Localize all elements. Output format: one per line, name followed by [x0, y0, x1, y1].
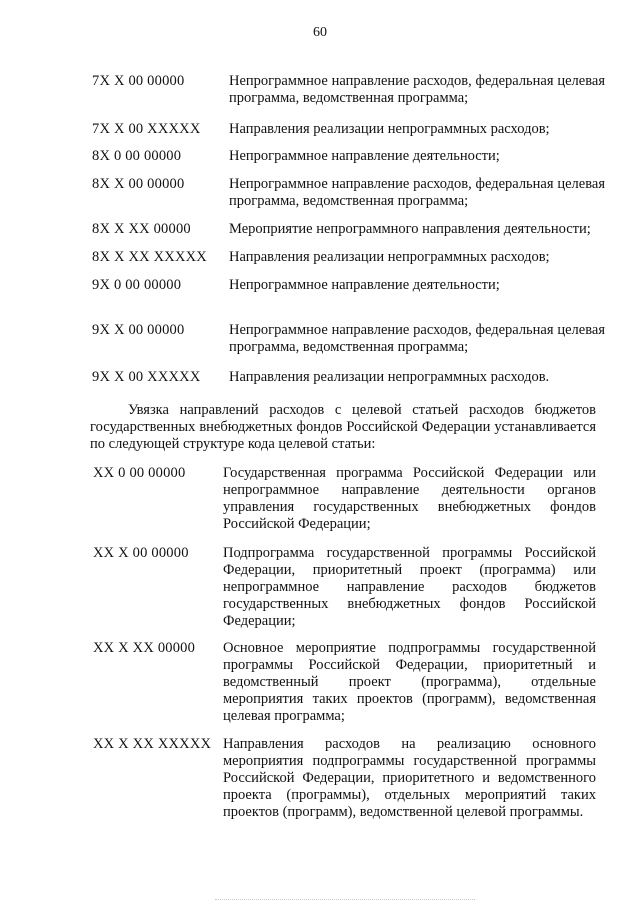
- code-description: Непрограммное направление расходов, федеральная целевая программа, ведомственная программа;: [229, 73, 605, 106]
- intro-paragraph: Увязка направлений расходов с целевой статьей расходов бюджетов государственных внебюджетных фондов Российской Федерации устанавливается по следующей структуре кода целевой статьи:: [90, 402, 596, 452]
- code-description: Направления расходов на реализацию основного мероприятия подпрограммы государственной программы Российской Федерации, приоритетного и ведомственного проекта (программы), отдельных мероприятий таких проектов (программ), ведомственной целевой программы.: [223, 736, 596, 820]
- target-article-code: 7X X 00 00000: [92, 73, 185, 89]
- code-description: Направления реализации непрограммных расходов;: [229, 249, 550, 265]
- scan-artifact-line: [215, 899, 475, 901]
- target-article-code: 8X 0 00 00000: [92, 148, 182, 164]
- target-article-code: 8X X 00 00000: [92, 176, 185, 192]
- code-description: Непрограммное направление деятельности;: [229, 148, 500, 164]
- target-article-code: XX 0 00 00000: [93, 465, 186, 481]
- code-description: Направления реализации непрограммных расходов.: [229, 369, 550, 385]
- target-article-code: XX X XX XXXXX: [93, 736, 212, 752]
- target-article-code: 7X X 00 XXXXX: [92, 121, 201, 137]
- page-number: 60: [313, 25, 327, 40]
- target-article-code: XX X XX 00000: [93, 640, 196, 656]
- code-description: Непрограммное направление расходов, федеральная целевая программа, ведомственная программа;: [229, 322, 605, 355]
- code-description: Подпрограмма государственной программы Российской Федерации, приоритетный проект (программа) или непрограммное направление расходов бюджетов государственных внебюджетных фондов Российской Федерации;: [223, 545, 596, 629]
- target-article-code: 9X X 00 XXXXX: [92, 369, 201, 385]
- code-description: Государственная программа Российской Федерации или непрограммное направление деятельности органов управления государственных внебюджетных фондов Российской Федерации;: [223, 465, 596, 532]
- code-description: Направления реализации непрограммных расходов;: [229, 121, 550, 137]
- target-article-code: 8X X XX XXXXX: [92, 249, 207, 265]
- code-description: Мероприятие непрограммного направления деятельности;: [229, 221, 591, 237]
- target-article-code: XX X 00 00000: [93, 545, 189, 561]
- target-article-code: 9X 0 00 00000: [92, 277, 182, 293]
- target-article-code: 9X X 00 00000: [92, 322, 185, 338]
- code-description: Основное мероприятие подпрограммы государственной программы Российской Федерации, приоритетный и ведомственный проект (программа), отдельные мероприятия таких проектов (программ), ведомственная целевая программа;: [223, 640, 596, 724]
- code-description: Непрограммное направление деятельности;: [229, 277, 500, 293]
- target-article-code: 8X X XX 00000: [92, 221, 191, 237]
- code-description: Непрограммное направление расходов, федеральная целевая программа, ведомственная программа;: [229, 176, 605, 209]
